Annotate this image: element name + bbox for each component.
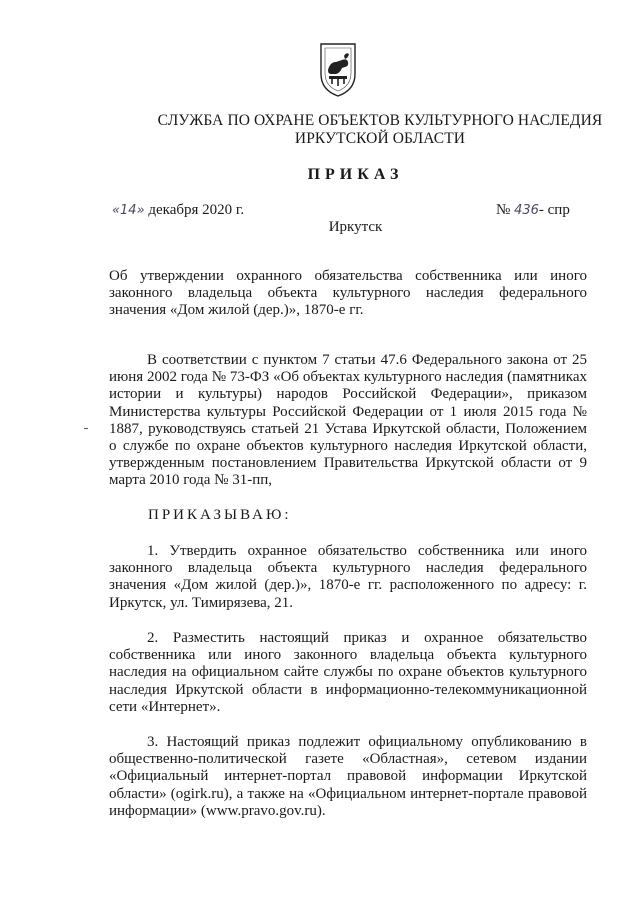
city-name: Иркутск [328,219,383,235]
date-quote-close: » [136,203,145,218]
order-item-2: 2. Разместить настоящий приказ и охранное обязательство собственника или иного законного владельца объекта культурного наследия на официальном сайте службы по охране объектов культурного наследия Иркутской области в информационно-телекоммуникационной сети «Интернет». [109,630,587,715]
margin-mark [84,428,88,429]
date-quote-open: « [112,203,121,218]
number-handwritten: 436 [514,203,539,218]
organization-name-line1: СЛУЖБА ПО ОХРАНЕ ОБЪЕКТОВ КУЛЬТУРНОГО НАСЛЕДИЯ [157,112,603,129]
order-item-1: 1. Утвердить охранное обязательство собственника или иного законного владельца объекта культурного наследия федерального значения «Дом жилой (дер.)», 1870-е гг. расположенного по адресу: г. Иркутск, ул. Тимирязева, 21. [109,543,587,611]
date-month-year: декабря 2020 г. [144,202,245,218]
organization-name-line2: ИРКУТСКОЙ ОБЛАСТИ [294,130,466,147]
date-day-handwritten: 14 [120,203,137,218]
order-item-3: 3. Настоящий приказ подлежит официальному опубликованию в общественно-политической газете «Областная», сетевом издании «Официальный интернет-портал правовой информации Иркутской области» (ogirk.ru), а также на «Официальном интернет-портале правовой информации» (www.pravo.gov.ru). [109,734,587,819]
document-date [112,202,244,219]
number-prefix: № [496,202,515,218]
order-heading: ПРИКАЗЫВАЮ: [148,507,292,523]
document-subject: Об утверждении охранного обязательства собственника или иного законного владельца объекта культурного наследия федерального значения «Дом жилой (дер.)», 1870-е гг. [109,268,587,319]
number-suffix: - спр [538,202,570,218]
preamble-paragraph: В соответствии с пунктом 7 статьи 47.6 Федерального закона от 25 июня 2002 года № 73-ФЗ «Об объектах культурного наследия (памятниках истории и культуры) народов Российской Федерации», приказом Министерства культуры Российской Федерации от 1 июля 2015 года № 1887, руководствуясь статьей 21 Устава Иркутской области, Положением о службе по охране объектов культурного наследия Иркутской области, утвержденным постановлением Правительства Иркутской области от 9 марта 2010 года № 31-пп, [109,352,587,489]
coat-of-arms-icon [318,40,358,98]
document-number [496,202,570,219]
document-type-title: ПРИКАЗ [307,166,404,183]
